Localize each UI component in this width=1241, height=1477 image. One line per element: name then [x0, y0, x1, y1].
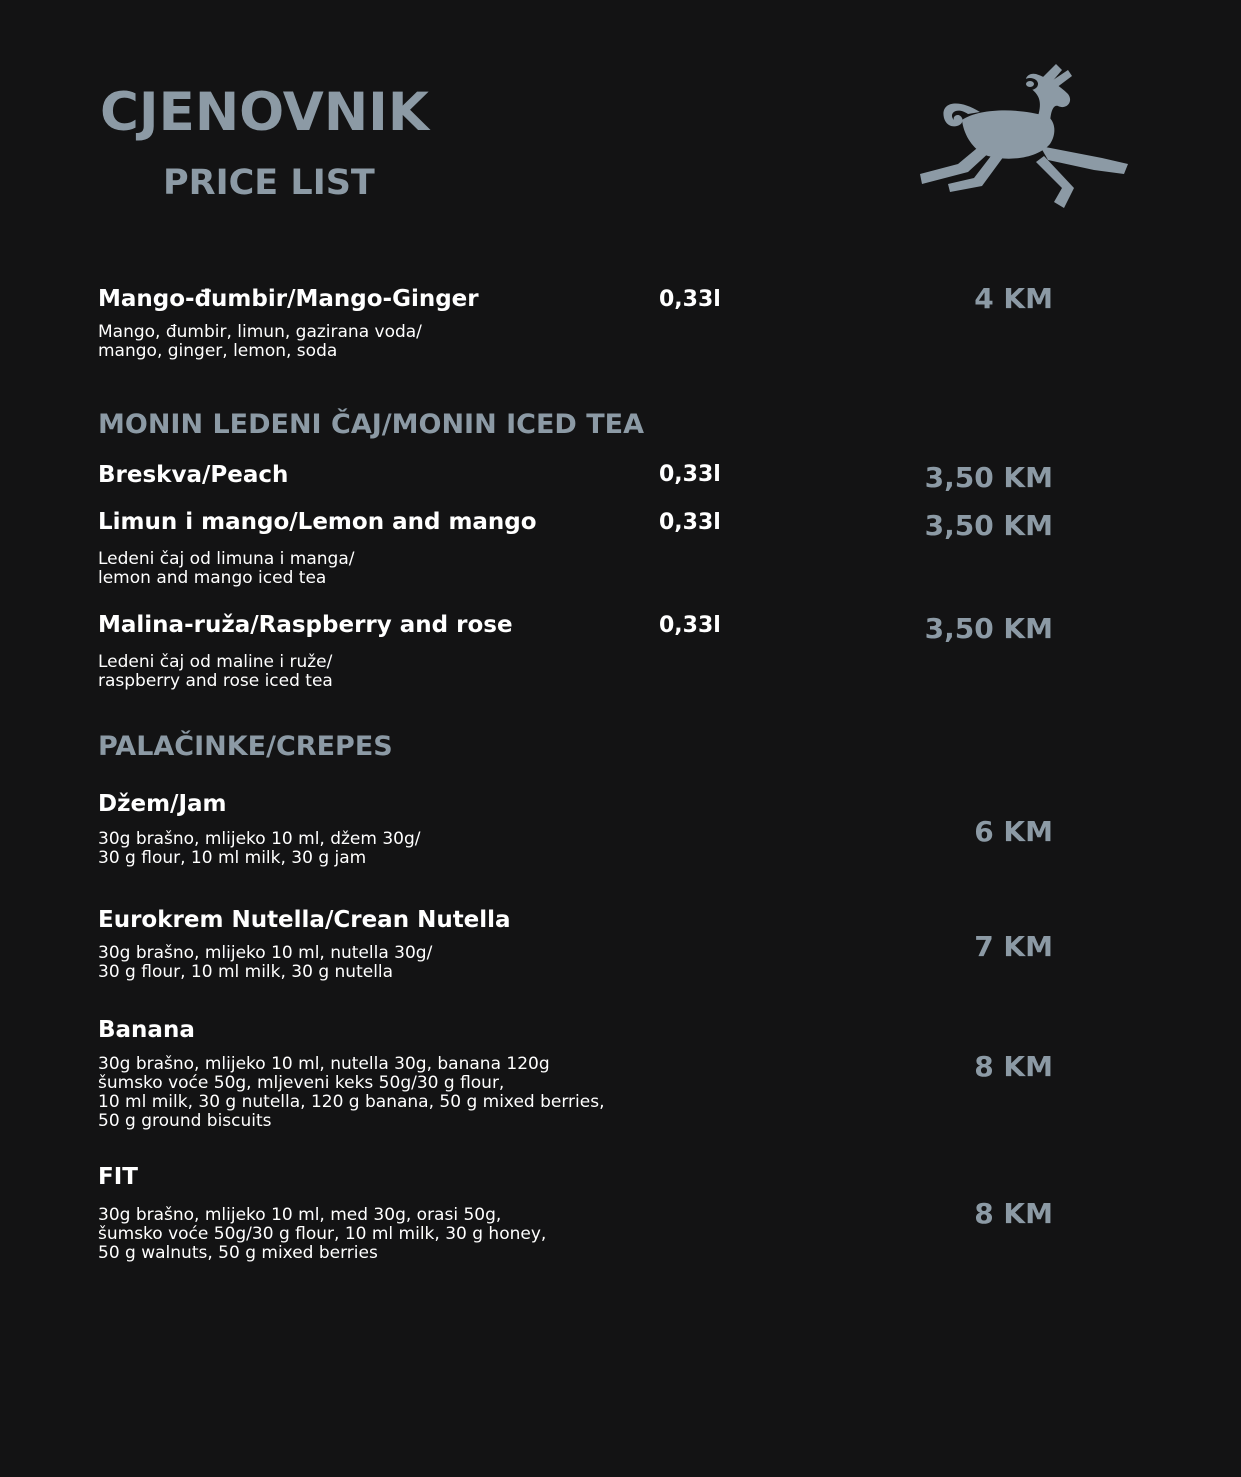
item-desc-nutella: 30g brašno, mlijeko 10 ml, nutella 30g/ 30 g flour, 10 ml milk, 30 g nutella — [98, 943, 433, 982]
item-price-banana: 8 KM — [974, 1050, 1053, 1083]
item-desc-fit: 30g brašno, mlijeko 10 ml, med 30g, orasi 50g, šumsko voće 50g/30 g flour, 10 ml milk, 30 g honey, 50 g walnuts, 50 g mixed berries — [98, 1205, 547, 1263]
section-title-iced-tea: MONIN LEDENI ČAJ/MONIN ICED TEA — [98, 409, 644, 440]
item-desc-jam: 30g brašno, mlijeko 10 ml, džem 30g/ 30 g flour, 10 ml milk, 30 g jam — [98, 829, 421, 868]
item-price-lemon-mango: 3,50 KM — [924, 509, 1053, 542]
item-name-jam: Džem/Jam — [98, 791, 227, 817]
donkey-icon — [918, 62, 1130, 212]
item-price-mango: 4 KM — [974, 282, 1053, 315]
item-price-nutella: 7 KM — [974, 930, 1053, 963]
item-name-mango: Mango-đumbir/Mango-Ginger — [98, 286, 479, 312]
item-desc-raspberry: Ledeni čaj od maline i ruže/ raspberry and rose iced tea — [98, 652, 333, 691]
item-volume-raspberry: 0,33l — [659, 613, 721, 638]
item-name-lemon-mango: Limun i mango/Lemon and mango — [98, 509, 537, 535]
item-price-jam: 6 KM — [974, 815, 1053, 848]
item-desc-mango: Mango, đumbir, limun, gazirana voda/ mango, ginger, lemon, soda — [98, 322, 422, 361]
item-volume-mango: 0,33l — [659, 287, 721, 312]
section-title-crepes: PALAČINKE/CREPES — [98, 731, 393, 762]
page-title: CJENOVNIK — [100, 82, 429, 143]
item-name-banana: Banana — [98, 1017, 195, 1043]
item-name-peach: Breskva/Peach — [98, 462, 289, 488]
item-name-nutella: Eurokrem Nutella/Crean Nutella — [98, 907, 511, 933]
item-name-fit: FIT — [98, 1164, 138, 1190]
item-price-fit: 8 KM — [974, 1197, 1053, 1230]
page-subtitle: PRICE LIST — [163, 163, 375, 203]
item-price-peach: 3,50 KM — [924, 461, 1053, 494]
item-volume-lemon-mango: 0,33l — [659, 510, 721, 535]
item-name-raspberry: Malina-ruža/Raspberry and rose — [98, 612, 513, 638]
item-price-raspberry: 3,50 KM — [924, 612, 1053, 645]
item-volume-peach: 0,33l — [659, 462, 721, 487]
item-desc-banana: 30g brašno, mlijeko 10 ml, nutella 30g, banana 120g šumsko voće 50g, mljeveni keks 50g/30 g flour, 10 ml milk, 30 g nutella, 120 g banana, 50 g mixed berries, 50 g ground biscuits — [98, 1054, 605, 1131]
item-desc-lemon-mango: Ledeni čaj od limuna i manga/ lemon and mango iced tea — [98, 549, 355, 588]
